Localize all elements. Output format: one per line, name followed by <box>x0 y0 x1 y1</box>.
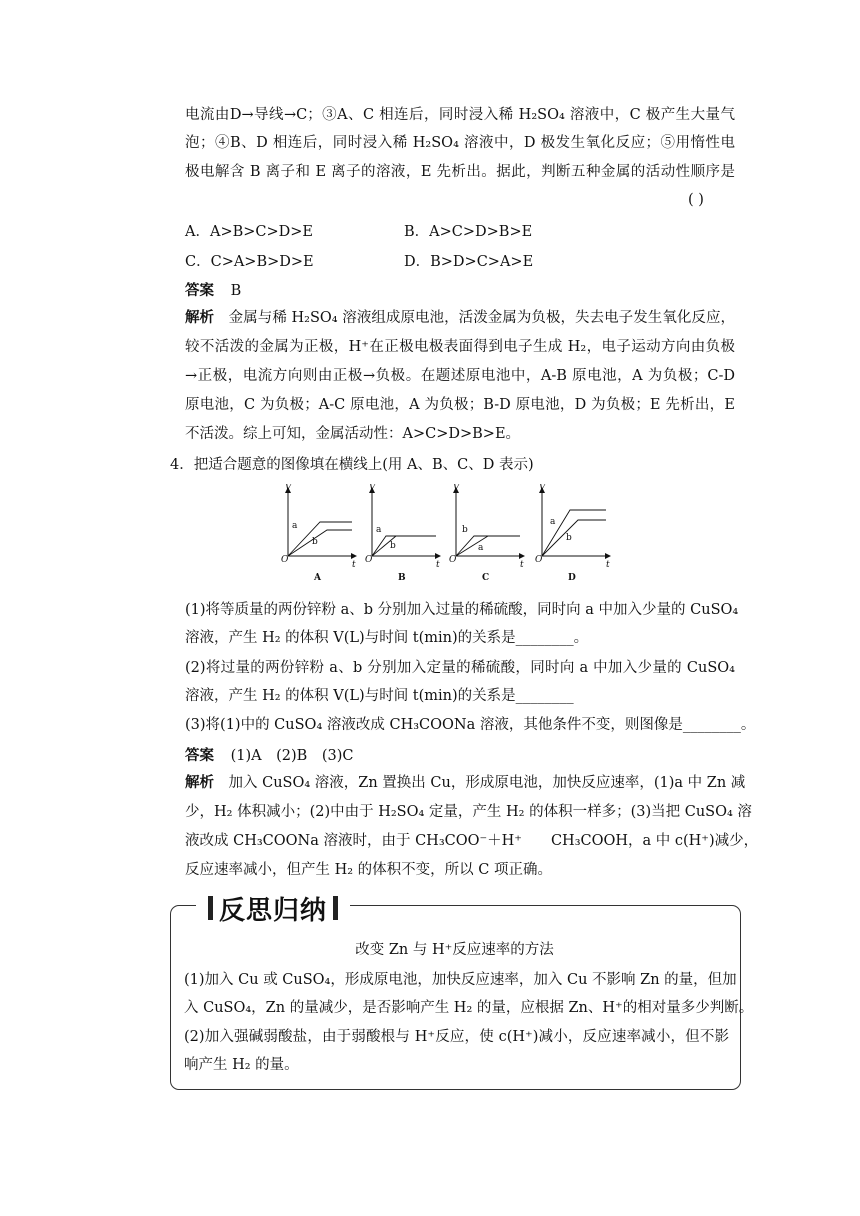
panel-label-b: B <box>398 573 406 583</box>
answer-label: 答案 <box>185 283 214 299</box>
summary-title: 改变 Zn 与 H⁺反应速率的方法 <box>355 942 554 958</box>
axis-t-label: t <box>606 560 610 570</box>
banner-bar-left <box>208 896 213 920</box>
explanation-line: 液改成 CH₃COONa 溶液时，由于 CH₃COO⁻＋H⁺ CH₃COOH，a 中 c(H⁺)减少， <box>185 833 759 849</box>
text-line: 泡；④B、D 相连后，同时浸入稀 H₂SO₄ 溶液中，D 极发生氧化反应；⑤用惰性电 <box>185 135 735 151</box>
explanation-line <box>185 308 735 328</box>
summary-text: (2)加入强碱弱酸盐，由于弱酸根与 H⁺反应，使 c(H⁺)减小，反应速率减小，但不影 <box>184 1029 729 1045</box>
summary-banner <box>196 891 350 925</box>
text-line: 电流由D→导线→C；③A、C 相连后，同时浸入稀 H₂SO₄ 溶液中，C 极产生大量气 <box>185 107 735 123</box>
graph-panel-a <box>281 484 357 583</box>
answer-label: 答案 <box>185 748 214 764</box>
curve-a-label: a <box>478 543 484 553</box>
curve-a-label: a <box>376 525 382 535</box>
answer-row <box>185 744 353 765</box>
explanation-line: 原电池，C 为负极；A-C 原电池，A 为负极；B-D 原电池，D 为负极；E 先析出，E <box>185 397 735 413</box>
panel-label-a: A <box>314 573 321 583</box>
summary-text: (1)加入 Cu 或 CuSO₄，形成原电池，加快反应速率，加入 Cu 不影响 Zn 的量，但加 <box>184 972 737 988</box>
question-4: 4．把适合题意的图像填在横线上(用 A、B、C、D 表示) <box>170 457 534 473</box>
axis-v-label: V <box>453 484 460 493</box>
explanation-line: 反应速率减小，但产生 H₂ 的体积不变，所以 C 项正确。 <box>185 862 552 878</box>
question-text: (1)将等质量的两份锌粉 a、b 分别加入过量的稀硫酸，同时向 a 中加入少量的 CuSO₄ <box>185 602 739 618</box>
summary-heading: 反思归纳 <box>219 895 328 926</box>
panel-label-d: D <box>568 573 576 583</box>
summary-text: 入 CuSO₄，Zn 的量减少，是否影响产生 H₂ 的量，应根据 Zn、H⁺的相对量多少判断。 <box>184 1000 754 1016</box>
explanation-line: 不活泼。综上可知，金属活动性：A>C>D>B>E。 <box>185 426 521 442</box>
graph-panel-b <box>365 484 441 583</box>
curve-b-label: b <box>566 533 572 543</box>
answer-value: B <box>230 283 242 299</box>
axis-v-label: V <box>539 484 546 493</box>
axis-v-label: V <box>285 484 292 493</box>
origin-label: O <box>449 555 457 565</box>
option-a: A．A>B>C>D>E <box>185 224 314 240</box>
explanation-text: 金属与稀 H₂SO₄ 溶液组成原电池，活泼金属为负极，失去电子发生氧化反应， <box>228 310 736 326</box>
axis-t-label: t <box>436 560 440 570</box>
graph-figure <box>272 484 612 584</box>
question-text: 溶液，产生 H₂ 的体积 V(L)与时间 t(min)的关系是________ <box>185 688 574 704</box>
explanation-line: 较不活泼的金属为正极，H⁺在正极电极表面得到电子生成 H₂，电子运动方向由负极 <box>185 339 735 355</box>
explanation-label: 解析 <box>185 310 215 326</box>
answer-row <box>185 279 241 300</box>
option-b: B．A>C>D>B>E <box>404 224 533 240</box>
curve-a-label: a <box>292 521 298 531</box>
option-d: D．B>D>C>A>E <box>404 254 534 270</box>
question-text: 溶液，产生 H₂ 的体积 V(L)与时间 t(min)的关系是________。 <box>185 630 589 646</box>
question-text: (3)将(1)中的 CuSO₄ 溶液改成 CH₃COONa 溶液，其他条件不变，则图像是________。 <box>185 717 756 733</box>
text-line: 极电解含 B 离子和 E 离子的溶液，E 先析出。据此，判断五种金属的活动性顺序是 <box>185 164 735 180</box>
graph-panel-d <box>535 484 611 583</box>
curve-a-label: a <box>550 517 556 527</box>
question-text: (2)将过量的两份锌粉 a、b 分别加入定量的稀硫酸，同时向 a 中加入少量的 CuSO₄ <box>185 660 735 676</box>
panel-label-c: C <box>482 573 490 583</box>
axis-t-label: t <box>352 560 356 570</box>
answer-blank: ( ) <box>688 192 704 208</box>
graph-panel-c <box>449 484 525 583</box>
explanation-line: 少，H₂ 体积减小；(2)中由于 H₂SO₄ 定量，产生 H₂ 的体积一样多；(3)当把 CuSO₄ 溶 <box>185 804 752 820</box>
curve-b-label: b <box>462 525 468 535</box>
banner-bar-right <box>333 896 338 920</box>
explanation-line: →正极，电流方向则由正极→负极。在题述原电池中，A-B 原电池，A 为负极；C-D <box>185 368 735 384</box>
explanation-label: 解析 <box>185 775 214 791</box>
axis-t-label: t <box>520 560 524 570</box>
explanation-text: 加入 CuSO₄ 溶液，Zn 置换出 Cu，形成原电池，加快反应速率，(1)a 中 Zn 减 <box>228 775 746 791</box>
option-c: C．C>A>B>D>E <box>185 254 314 270</box>
origin-label: O <box>281 555 289 565</box>
curve-b-label: b <box>312 537 318 547</box>
origin-label: O <box>365 555 373 565</box>
explanation-line <box>185 773 746 793</box>
answer-value: (1)A (2)B (3)C <box>230 748 354 764</box>
curve-b-label: b <box>390 541 396 551</box>
axis-v-label: V <box>369 484 376 493</box>
summary-text: 响产生 H₂ 的量。 <box>184 1057 299 1073</box>
origin-label: O <box>535 555 543 565</box>
